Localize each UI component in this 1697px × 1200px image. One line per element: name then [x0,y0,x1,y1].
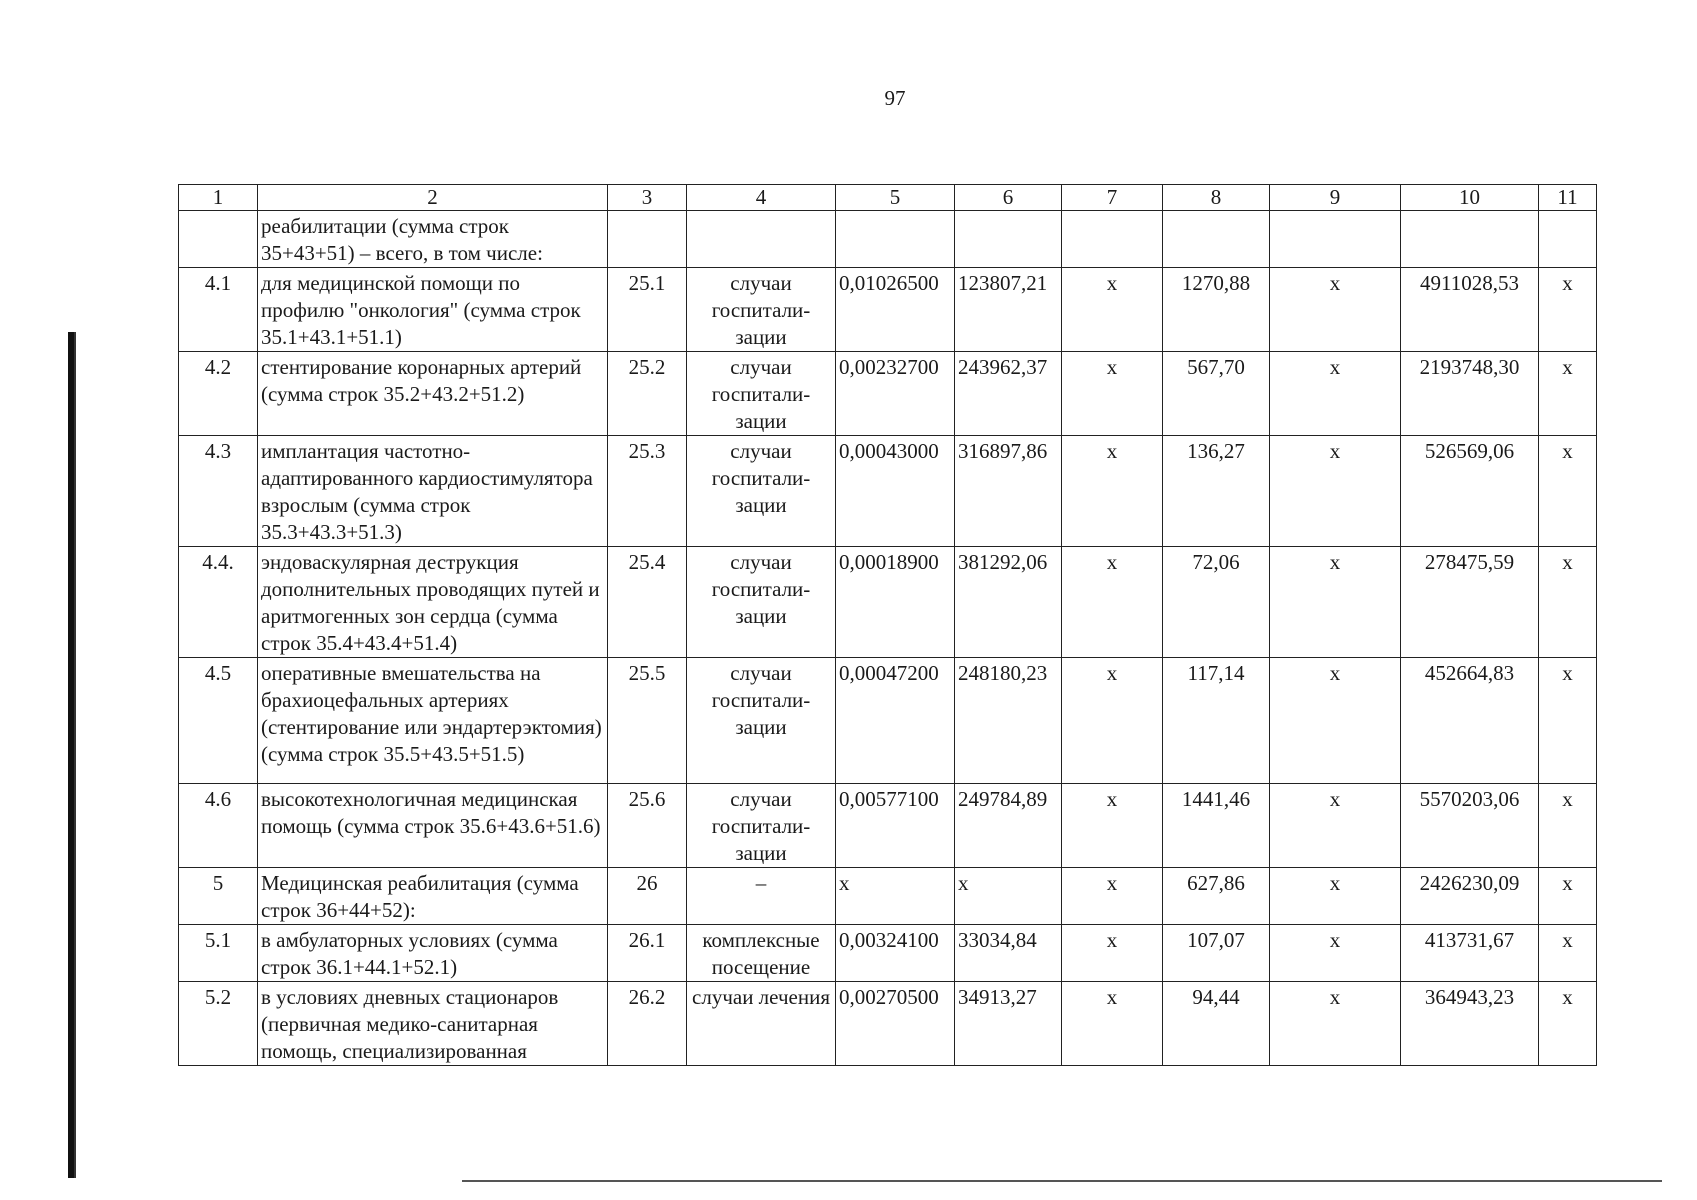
value-col-8: 567,70 [1163,352,1270,436]
line-code: 25.4 [608,547,687,658]
column-number: 3 [608,185,687,211]
value-col-7: x [1062,784,1163,868]
value-col-9: x [1270,982,1401,1066]
cost-norm [955,211,1062,268]
table-row [179,925,1597,982]
column-number-row [179,185,1597,211]
scan-margin-line [74,332,76,1178]
volume-norm: 0,00018900 [836,547,955,658]
value-col-10 [1401,211,1539,268]
value-col-11: x [1539,868,1597,925]
table-row [179,436,1597,547]
table-row [179,211,1597,268]
value-col-8: 627,86 [1163,868,1270,925]
value-col-11: x [1539,547,1597,658]
cost-norm: 248180,23 [955,658,1062,784]
table-row [179,784,1597,868]
row-number: 4.1 [179,268,258,352]
volume-norm: 0,00270500 [836,982,955,1066]
volume-norm: 0,00324100 [836,925,955,982]
unit-of-measure: случаи госпитали-зации [687,784,836,868]
table-row [179,547,1597,658]
data-table [178,184,1597,1066]
column-number: 4 [687,185,836,211]
unit-of-measure [687,211,836,268]
cost-norm: 316897,86 [955,436,1062,547]
row-number: 4.2 [179,352,258,436]
line-code: 25.1 [608,268,687,352]
volume-norm: 0,00047200 [836,658,955,784]
line-code: 26 [608,868,687,925]
row-number: 4.3 [179,436,258,547]
value-col-8: 117,14 [1163,658,1270,784]
volume-norm: x [836,868,955,925]
row-description: для медицинской помощи по профилю "онкология" (сумма строк 35.1+43.1+51.1) [258,268,608,352]
row-description: высокотехнологичная медицинская помощь (сумма строк 35.6+43.6+51.6) [258,784,608,868]
value-col-7: x [1062,925,1163,982]
row-description: стентирование коронарных артерий (сумма строк 35.2+43.2+51.2) [258,352,608,436]
value-col-10: 278475,59 [1401,547,1539,658]
value-col-10: 2426230,09 [1401,868,1539,925]
row-description: Медицинская реабилитация (сумма строк 36+44+52): [258,868,608,925]
unit-of-measure: случаи госпитали-зации [687,436,836,547]
value-col-10: 5570203,06 [1401,784,1539,868]
line-code [608,211,687,268]
value-col-9: x [1270,547,1401,658]
row-number: 5.1 [179,925,258,982]
unit-of-measure: случаи госпитали-зации [687,352,836,436]
line-code: 26.2 [608,982,687,1066]
row-description: эндоваскулярная деструкция дополнительных проводящих путей и аритмогенных зон сердца (сумма строк 35.4+43.4+51.4) [258,547,608,658]
cost-norm: x [955,868,1062,925]
row-description: оперативные вмешательства на брахиоцефальных артериях (стентирование или эндартерэктомия) (сумма строк 35.5+43.5+51.5) [258,658,608,784]
value-col-10: 452664,83 [1401,658,1539,784]
value-col-11: x [1539,268,1597,352]
value-col-7: x [1062,868,1163,925]
value-col-9: x [1270,268,1401,352]
value-col-7: x [1062,436,1163,547]
table-row [179,658,1597,784]
value-col-10: 526569,06 [1401,436,1539,547]
column-number: 10 [1401,185,1539,211]
value-col-8 [1163,211,1270,268]
unit-of-measure: случаи госпитали-зации [687,658,836,784]
value-col-10: 2193748,30 [1401,352,1539,436]
unit-of-measure: случаи госпитали-зации [687,268,836,352]
value-col-9: x [1270,436,1401,547]
value-col-7: x [1062,268,1163,352]
value-col-8: 107,07 [1163,925,1270,982]
value-col-8: 136,27 [1163,436,1270,547]
column-number: 6 [955,185,1062,211]
cost-norm: 243962,37 [955,352,1062,436]
page-number: 97 [884,86,906,110]
line-code: 25.2 [608,352,687,436]
value-col-9: x [1270,658,1401,784]
value-col-7: x [1062,658,1163,784]
cost-norm: 249784,89 [955,784,1062,868]
row-description: в условиях дневных стационаров (первичная медико-санитарная помощь, специализированная [258,982,608,1066]
value-col-11: x [1539,436,1597,547]
value-col-10: 413731,67 [1401,925,1539,982]
volume-norm: 0,01026500 [836,268,955,352]
unit-of-measure: комплексные посещение [687,925,836,982]
unit-of-measure: случаи лечения [687,982,836,1066]
value-col-11: x [1539,658,1597,784]
row-number: 5.2 [179,982,258,1066]
value-col-8: 1441,46 [1163,784,1270,868]
line-code: 25.6 [608,784,687,868]
column-number: 7 [1062,185,1163,211]
volume-norm: 0,00043000 [836,436,955,547]
value-col-8: 72,06 [1163,547,1270,658]
value-col-10: 364943,23 [1401,982,1539,1066]
value-col-11: x [1539,352,1597,436]
column-number: 8 [1163,185,1270,211]
line-code: 25.3 [608,436,687,547]
value-col-7: x [1062,352,1163,436]
value-col-8: 1270,88 [1163,268,1270,352]
row-number [179,211,258,268]
value-col-7: x [1062,547,1163,658]
table-row [179,982,1597,1066]
row-number: 4.5 [179,658,258,784]
value-col-10: 4911028,53 [1401,268,1539,352]
unit-of-measure: – [687,868,836,925]
value-col-11: x [1539,784,1597,868]
volume-norm: 0,00577100 [836,784,955,868]
table-row [179,268,1597,352]
column-number: 9 [1270,185,1401,211]
row-description: реабилитации (сумма строк 35+43+51) – всего, в том числе: [258,211,608,268]
value-col-9: x [1270,352,1401,436]
value-col-7: x [1062,982,1163,1066]
table-row [179,868,1597,925]
table-row [179,352,1597,436]
row-description: имплантация частотно-адаптированного кардиостимулятора взрослым (сумма строк 35.3+43.3+51.3) [258,436,608,547]
volume-norm [836,211,955,268]
cost-norm: 33034,84 [955,925,1062,982]
value-col-9: x [1270,925,1401,982]
row-number: 4.4. [179,547,258,658]
unit-of-measure: случаи госпитали-зации [687,547,836,658]
value-col-11: x [1539,982,1597,1066]
value-col-11 [1539,211,1597,268]
value-col-9 [1270,211,1401,268]
value-col-7 [1062,211,1163,268]
row-number: 4.6 [179,784,258,868]
column-number: 2 [258,185,608,211]
value-col-11: x [1539,925,1597,982]
cost-norm: 123807,21 [955,268,1062,352]
line-code: 26.1 [608,925,687,982]
row-number: 5 [179,868,258,925]
column-number: 5 [836,185,955,211]
row-description: в амбулаторных условиях (сумма строк 36.1+44.1+52.1) [258,925,608,982]
volume-norm: 0,00232700 [836,352,955,436]
bottom-rule [462,1180,1662,1182]
cost-norm: 34913,27 [955,982,1062,1066]
cost-norm: 381292,06 [955,547,1062,658]
column-number: 1 [179,185,258,211]
value-col-8: 94,44 [1163,982,1270,1066]
value-col-9: x [1270,868,1401,925]
value-col-9: x [1270,784,1401,868]
column-number: 11 [1539,185,1597,211]
line-code: 25.5 [608,658,687,784]
